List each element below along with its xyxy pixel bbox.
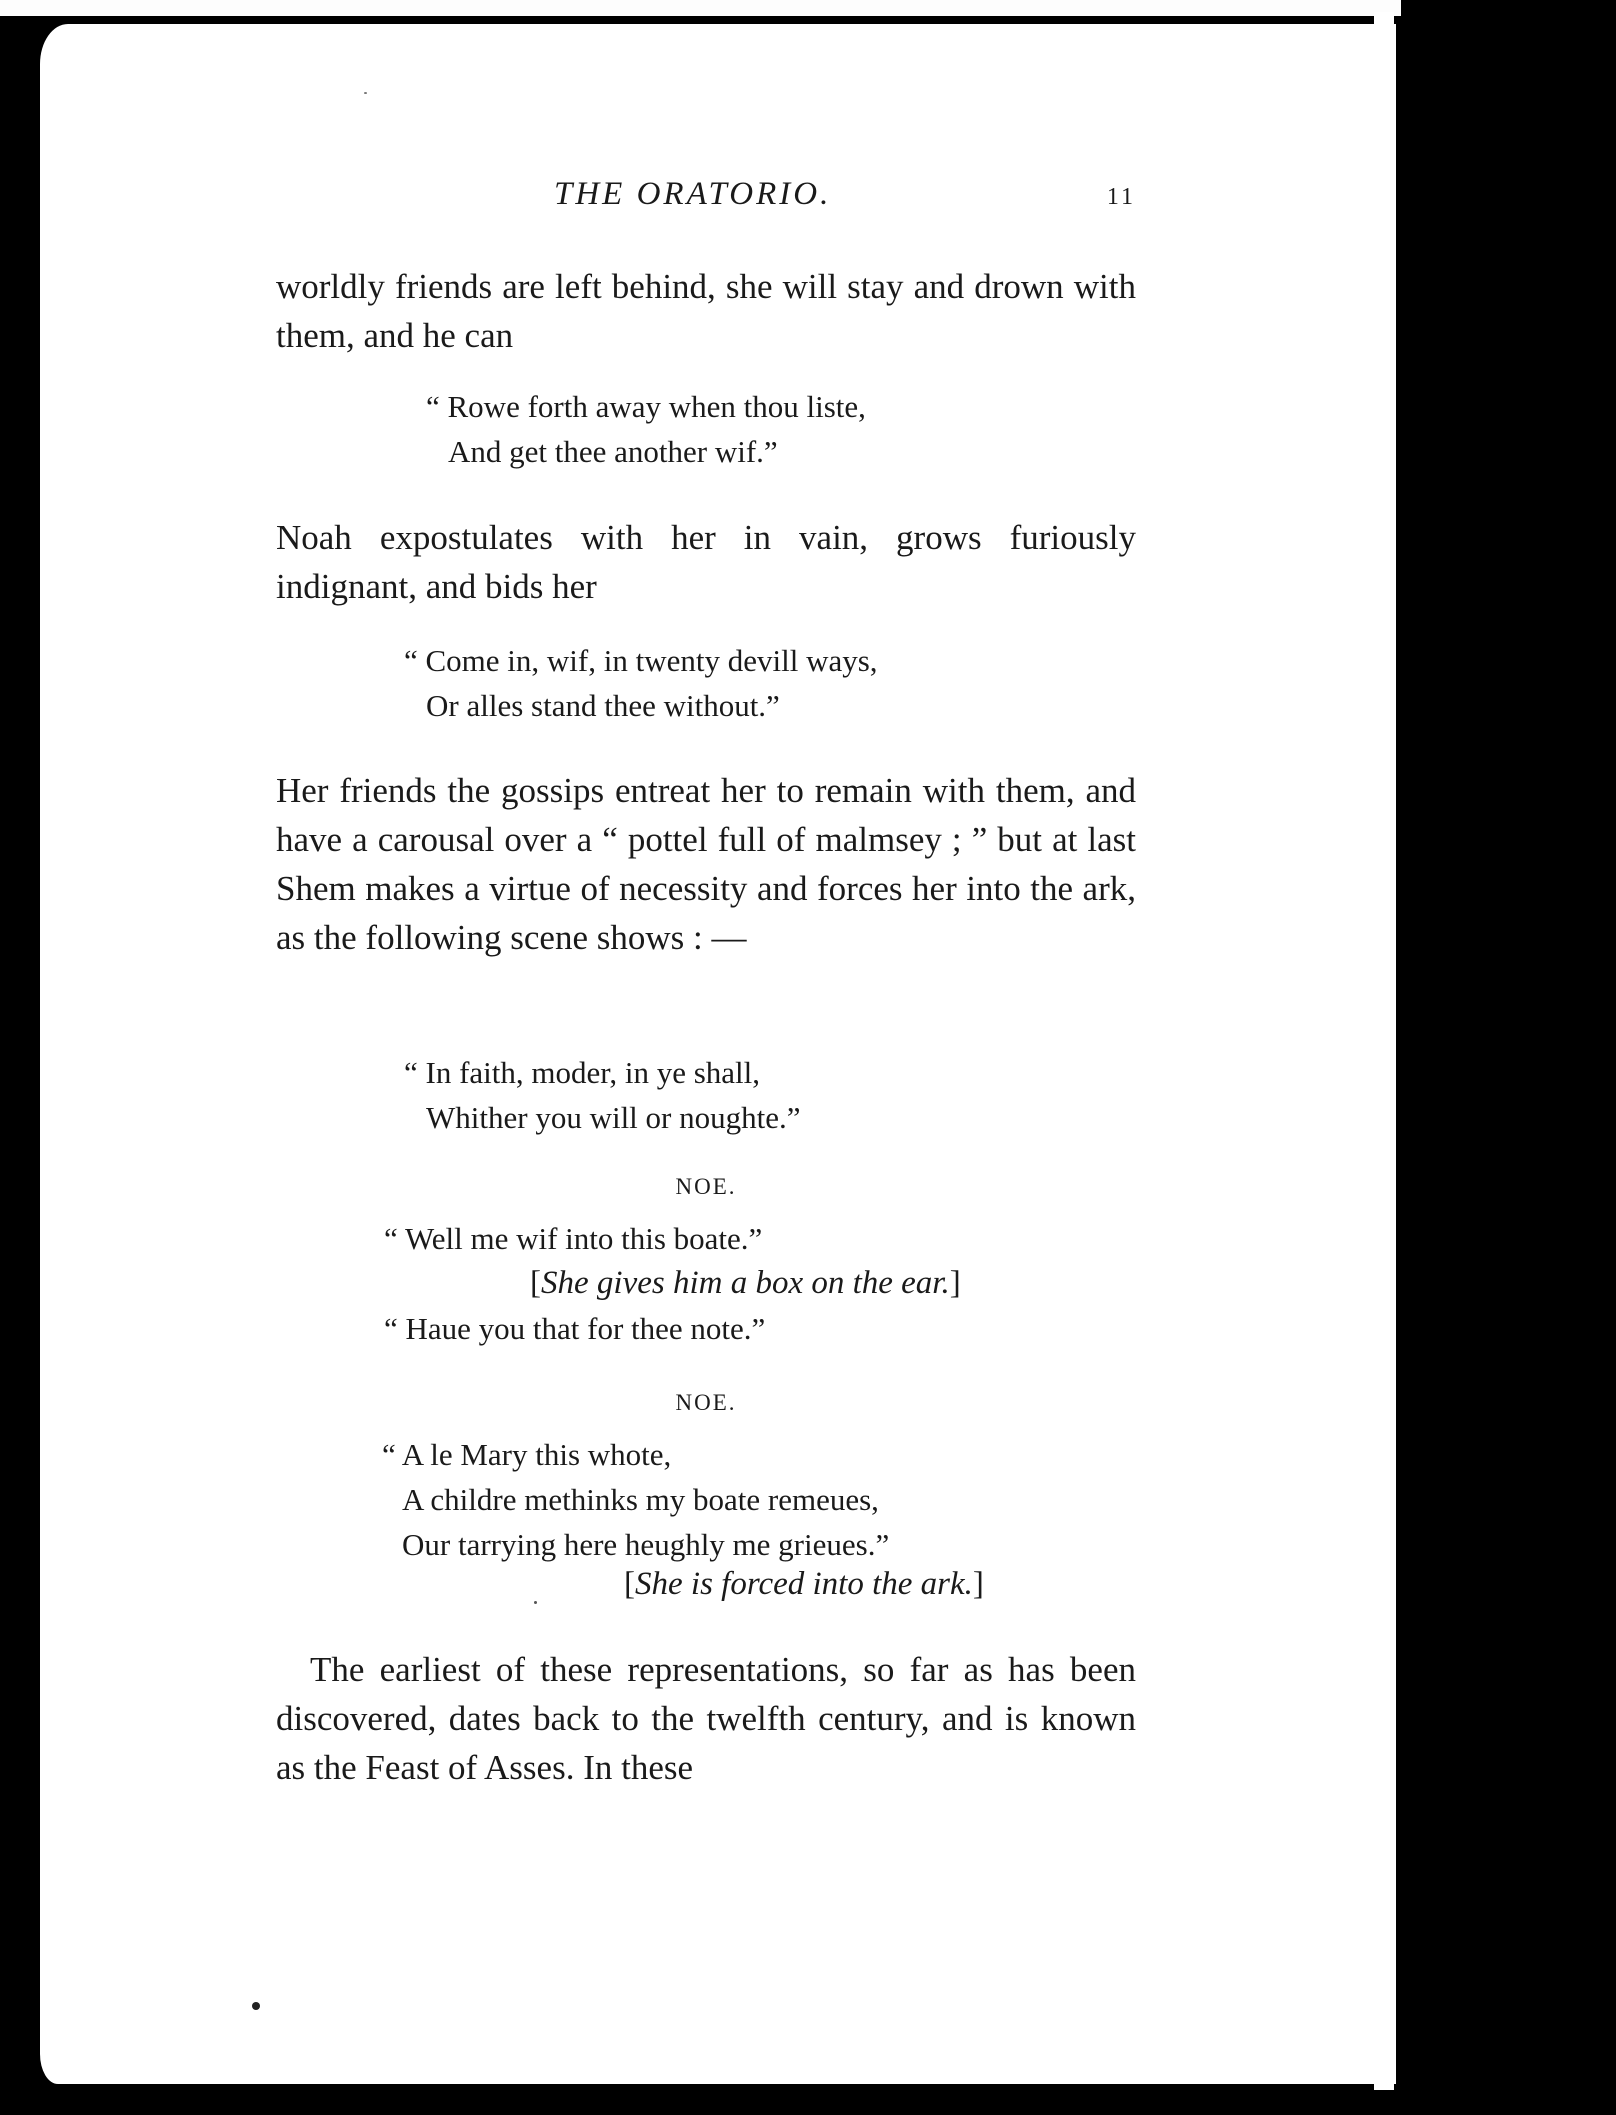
verse-1 <box>426 384 866 474</box>
scan-right-margin <box>1401 0 1616 2115</box>
verse-6 <box>382 1432 889 1567</box>
ink-speck <box>364 92 367 94</box>
verse-line: “ A le Mary this whote, <box>382 1437 672 1472</box>
stage-direction-1: [She gives him a box on the ear.] <box>530 1265 961 1301</box>
paragraph-3: Her friends the gossips entreat her to remain with them, and have a carousal over a “ pottel full of malmsey ; ” but at last Shem makes a virtue of necessity and forces her into the ark, as the following scene shows : — <box>276 771 1136 957</box>
verse-4 <box>384 1216 762 1261</box>
stage-direction-text: She gives him a box on the ear. <box>541 1265 950 1301</box>
paragraph-2: Noah expostulates with her in vain, grows furiously indignant, and bids her <box>276 518 1136 606</box>
stage-direction-2: [She is forced into the ark.] <box>624 1566 984 1602</box>
verse-line: “ Well me wif into this boate.” <box>384 1221 763 1256</box>
page-number: 11 <box>1106 184 1136 210</box>
paragraph-1: worldly friends are left behind, she will stay and drown with them, and he can <box>276 267 1136 355</box>
stage-direction-text: She is forced into the ark. <box>635 1566 973 1602</box>
verse-line: Or alles stand thee without.” <box>426 688 780 723</box>
ink-speck <box>252 2002 260 2010</box>
page-edge <box>1374 12 1394 2090</box>
ink-speck <box>534 1601 537 1604</box>
verse-5 <box>384 1306 765 1351</box>
verse-line: Whither you will or noughte.” <box>426 1100 801 1135</box>
paragraph-4: The earliest of these representations, so far as has been discovered, dates back to the twelfth century, and is known as the Feast of Asses. In these <box>276 1650 1136 1787</box>
verse-line: And get thee another wif.” <box>448 434 778 469</box>
speaker-label-2: NOE. <box>675 1390 737 1415</box>
verse-line: “ Rowe forth away when thou liste, <box>426 389 866 424</box>
verse-line: “ Haue you that for thee note.” <box>384 1311 766 1346</box>
verse-line: A childre methinks my boate remeues, <box>402 1482 879 1517</box>
verse-3 <box>404 1050 801 1140</box>
verse-line: “ In faith, moder, in ye shall, <box>404 1055 761 1090</box>
running-head-title: THE ORATORIO. <box>554 176 832 212</box>
verse-2 <box>404 638 878 728</box>
verse-line: “ Come in, wif, in twenty devill ways, <box>404 643 878 678</box>
verse-line: Our tarrying here heughly me grieues.” <box>402 1527 890 1562</box>
speaker-label-1: NOE. <box>675 1174 737 1199</box>
running-head <box>276 176 1136 226</box>
